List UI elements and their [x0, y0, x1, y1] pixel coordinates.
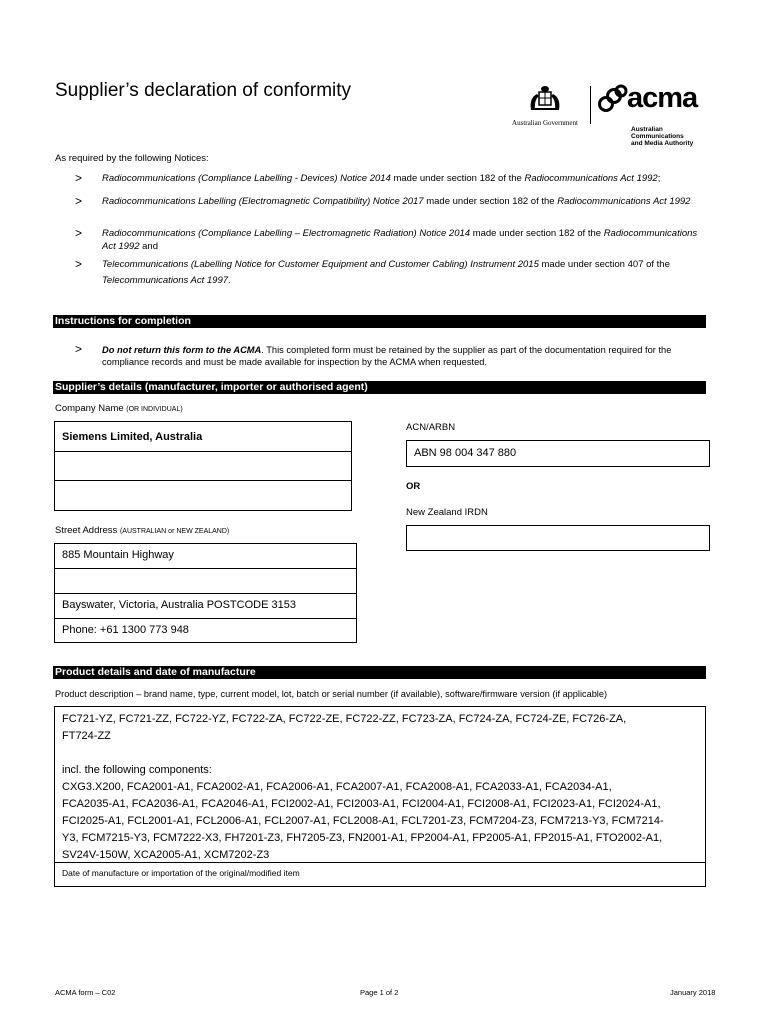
or-label: OR: [406, 481, 421, 492]
address-line2-field[interactable]: [54, 568, 357, 594]
components-line: SV24V-150W, XCA2005-A1, XCM7202-Z3: [62, 849, 270, 861]
acma-wordmark: acma: [627, 82, 698, 114]
acma-logo-subtitle: Australian Communications and Media Authority: [631, 126, 694, 147]
date-of-manufacture-field[interactable]: Date of manufacture or importation of the original/modified item: [54, 862, 706, 887]
coat-of-arms-icon: [525, 84, 565, 112]
supplier-heading: Supplier’s details (manufacturer, importer or authorised agent): [53, 381, 706, 394]
acma-rings-icon: [597, 84, 629, 116]
models-line: FT724-ZZ: [62, 730, 111, 742]
models-line: FC721-YZ, FC721-ZZ, FC722-YZ, FC722-ZA, FC722-ZE, FC722-ZZ, FC723-ZA, FC724-ZA, FC724-ZE, FC726-ZA,: [62, 713, 627, 725]
address-line1-field[interactable]: 885 Mountain Highway: [54, 543, 357, 569]
bullet-arrow-icon: >: [75, 194, 83, 208]
components-intro: incl. the following components:: [62, 764, 212, 776]
footer-form-id: ACMA form – C02: [55, 988, 116, 997]
components-line: FCI2025-A1, FCL2001-A1, FCL2006-A1, FCL2007-A1, FCL2008-A1, FCL7201-Z3, FCM7204-Z3, FCM7213-Y3, FCM7214-: [62, 815, 664, 827]
phone-field[interactable]: Phone: +61 1300 773 948: [54, 618, 357, 643]
australian-government-logo: [505, 84, 585, 127]
instructions-heading: Instructions for completion: [53, 315, 706, 328]
company-name-field-line3[interactable]: [54, 480, 352, 511]
product-description-field[interactable]: [54, 706, 706, 863]
logo-divider: [590, 86, 591, 124]
components-line: CXG3.X200, FCA2001-A1, FCA2002-A1, FCA2006-A1, FCA2007-A1, FCA2008-A1, FCA2033-A1, FCA2034-A1,: [62, 781, 612, 793]
company-name-field-line2[interactable]: [54, 451, 352, 481]
acn-label: ACN/ARBN: [406, 422, 456, 433]
acn-field[interactable]: ABN 98 004 347 880: [406, 440, 710, 467]
product-heading: Product details and date of manufacture: [53, 666, 706, 679]
page-title: Supplier’s declaration of conformity: [55, 80, 352, 101]
company-name-field[interactable]: Siemens Limited, Australia: [54, 421, 352, 452]
footer-date: January 2018: [670, 988, 716, 997]
company-name-label: Company Name (OR INDIVIDUAL): [55, 403, 183, 414]
components-line: Y3, FCM7215-Y3, FCM7222-X3, FH7201-Z3, FH7205-Z3, FN2001-A1, FP2004-A1, FP2005-A1, FP2015-A1, FTO2002-A1,: [62, 832, 663, 844]
address-line3-field[interactable]: Bayswater, Victoria, Australia POSTCODE 3153: [54, 593, 357, 619]
notices-intro: As required by the following Notices:: [55, 153, 209, 164]
bullet-arrow-icon: >: [75, 226, 83, 240]
bullet-arrow-icon: >: [75, 171, 83, 185]
product-description-label: Product description – brand name, type, current model, lot, batch or serial number (if available), software/firmware version (if applicable): [55, 689, 608, 699]
gov-logo-caption: Australian Government: [512, 119, 578, 127]
bullet-arrow-icon: >: [75, 257, 83, 271]
street-address-label: Street Address (AUSTRALIAN or NEW ZEALAND): [55, 525, 230, 536]
components-line: FCA2035-A1, FCA2036-A1, FCA2046-A1, FCI2002-A1, FCI2003-A1, FCI2004-A1, FCI2008-A1, FCI2023-A1, FCI2024-A1,: [62, 798, 661, 810]
bullet-arrow-icon: >: [75, 342, 83, 356]
nz-irdn-field[interactable]: [406, 525, 710, 551]
nz-irdn-label: New Zealand IRDN: [406, 507, 488, 518]
footer-page-number: Page 1 of 2: [360, 988, 399, 997]
